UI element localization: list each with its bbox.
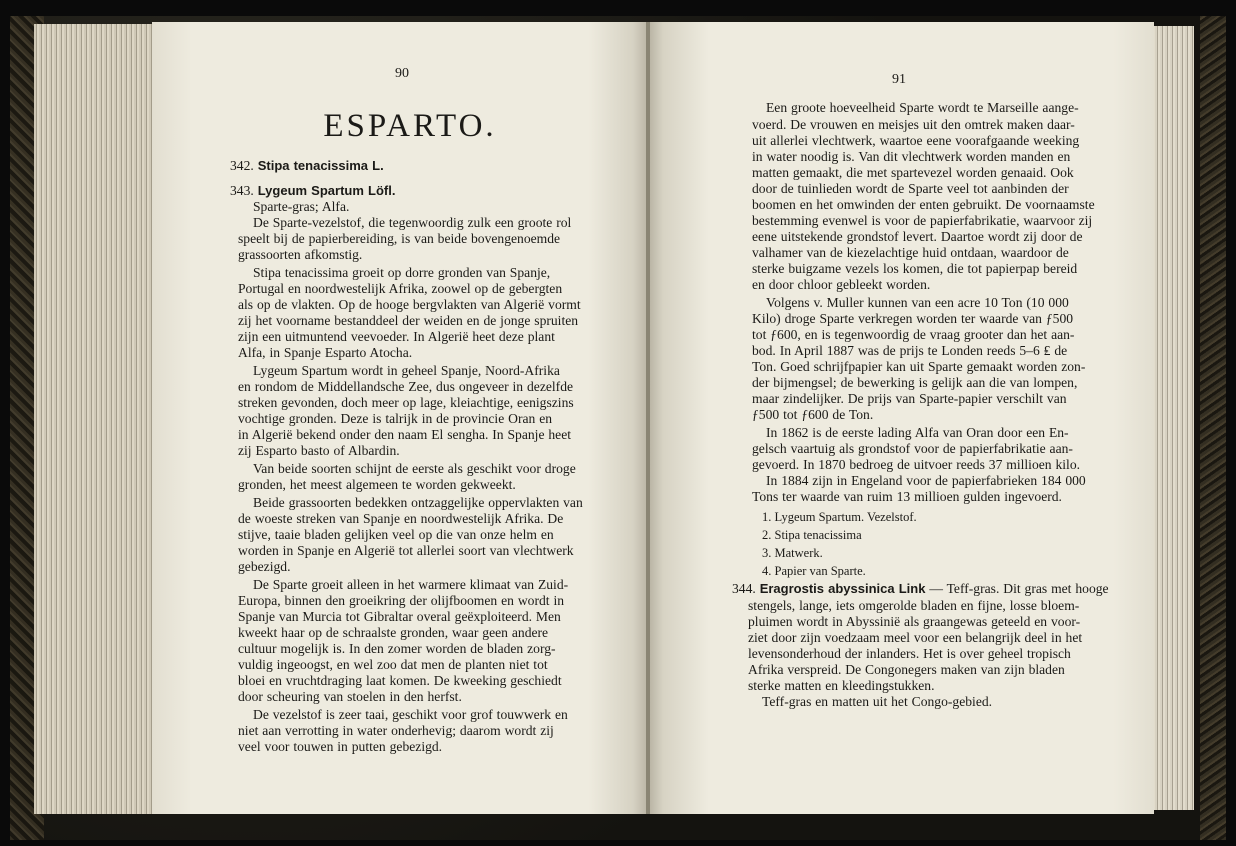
species-name: Eragrostis abyssinica Link <box>759 581 926 596</box>
list-item: 1. Lygeum Spartum. Vezelstof. <box>762 510 917 524</box>
text-line: Spanje van Murcia tot Gibraltar overal geëxploiteerd. Men <box>238 609 561 624</box>
text-line: De vezelstof is zeer taai, geschikt voor grof touwwerk en <box>253 707 568 722</box>
page-number-left: 90 <box>395 66 409 81</box>
text-line: grassoorten afkomstig. <box>238 247 363 262</box>
text-line: streken gevonden, doch meer op lage, kleiachtige, eenigszins <box>238 395 574 410</box>
text-line: Van beide soorten schijnt de eerste als geschikt voor droge <box>253 461 576 476</box>
entry-number: 343. <box>230 183 254 198</box>
text-line: De Sparte groeit alleen in het warmere klimaat van Zuid- <box>253 577 569 592</box>
text-line: in Algerië bekend onder den naam El sengha. In Spanje heet <box>238 427 572 442</box>
text-line: gevoerd. In 1870 bedroeg de uitvoer reeds 37 millioen kilo. <box>752 457 1081 472</box>
entry-number: 344. <box>732 581 756 596</box>
text-line: zij het voorname bestanddeel der weiden en de jonge spruiten <box>238 313 579 328</box>
text-line: der bijmengsel; de bewerking is gelijk aan die van lompen, <box>752 375 1078 390</box>
species-name: Stipa tenacissima L. <box>257 158 384 173</box>
text-line: zijn een uitmuntend veevoeder. In Algerië heet deze plant <box>238 329 555 344</box>
text-line: veel voor touwen in putten gebezigd. <box>238 739 443 754</box>
text-line: Alfa, in Spanje Esparto Atocha. <box>238 345 413 360</box>
text-line: Kilo) droge Sparte verkregen worden ter waarde van ƒ500 <box>752 311 1074 326</box>
text-line: maar zindelijker. De prijs van Sparte-papier verschilt van <box>752 391 1067 406</box>
text-line: worden in Spanje en Algerië tot allerlei soort van vlechtwerk <box>238 543 574 558</box>
text-line: Portugal en noordwestelijk Afrika, zoowel op de gebergten <box>238 281 563 296</box>
text-line: boomen en het omwinden der enten gebruikt. De voornaamste <box>752 197 1095 212</box>
text-line: speelt bij de papierbereiding, is van beide bovengenoemde <box>238 231 561 246</box>
text-line: door de tuinlieden wordt de Sparte veel tot aanbinden der <box>752 181 1069 196</box>
text-line: Ton. Goed schrijfpapier kan uit Sparte gemaakt worden zon- <box>752 359 1086 374</box>
text-line: tot ƒ600, en is tegenwoordig de vraag grooter dan het aan- <box>752 327 1075 342</box>
list-item: 2. Stipa tenacissima <box>762 528 862 542</box>
text-line: kweekt haar op de schraalste gronden, waar geen andere <box>238 625 549 640</box>
text-line: In 1884 zijn in Engeland voor de papierfabrieken 184 000 <box>766 473 1086 488</box>
text-line: in water noodig is. Van dit vlechtwerk worden manden en <box>752 149 1071 164</box>
entry-342 <box>230 157 384 174</box>
text-line: vuldig ingeoogst, en wel zoo dat men de planten niet tot <box>238 657 548 672</box>
text-line: gronden, het meest algemeen te worden gekweekt. <box>238 477 516 492</box>
text-line: niet aan verrotting in water onderhevig; daarom wordt zij <box>238 723 554 738</box>
marbled-cover-right <box>1200 16 1226 840</box>
text-line: stijve, taaie bladen gelijken veel op die van onze helm en <box>238 527 554 542</box>
text-line: de woeste streken van Spanje en noordwestelijk Afrika. De <box>238 511 564 526</box>
page-edges-left <box>34 24 158 814</box>
text-line: Europa, binnen den groeikring der olijfboomen en wordt in <box>238 593 565 608</box>
book-gutter <box>646 22 650 814</box>
entry-343 <box>230 182 395 199</box>
text-line: Lygeum Spartum wordt in geheel Spanje, Noord-Afrika <box>253 363 560 378</box>
list-item: 4. Papier van Sparte. <box>762 564 866 578</box>
entry-344 <box>732 580 1109 597</box>
page-number-right: 91 <box>892 72 906 87</box>
text-line: bod. In April 1887 was de prijs te Londen reeds 5–6 ₤ de <box>752 343 1068 358</box>
text-line: gelsch vaartuig als grondstof voor de papierfabrikatie aan- <box>752 441 1073 456</box>
text-line: eene uitstekende grondstof levert. Daartoe wordt zij door de <box>752 229 1083 244</box>
text-line: cultuur mogelijk is. In den zomer worden de bladen zorg- <box>238 641 556 656</box>
text-line: als op de vlakten. Op de hooge bergvlakten van Algerië vormt <box>238 297 581 312</box>
text-line: levensonderhoud der inlanders. Het is over geheel tropisch <box>748 646 1071 661</box>
text-line: Beide grassoorten bedekken ontzaggelijke oppervlakten van <box>253 495 583 510</box>
text-line: ziet door zijn voedzaam meel voor een belangrijk deel in het <box>748 630 1083 645</box>
text-line: gebezigd. <box>238 559 291 574</box>
text-line: Sparte-gras; Alfa. <box>253 199 350 214</box>
text-line: voerd. De vrouwen en meisjes uit den omtrek maken daar- <box>752 117 1075 132</box>
page-edges-right <box>1150 26 1194 810</box>
text-line: Stipa tenacissima groeit op dorre gronden van Spanje, <box>253 265 551 280</box>
list-item: 3. Matwerk. <box>762 546 823 560</box>
text-line: pluimen wordt in Abyssinië als graangewas geteeld en voor- <box>748 614 1081 629</box>
text-line: en door chloor gebleekt worden. <box>752 277 931 292</box>
text-line: Teff-gras en matten uit het Congo-gebied. <box>762 694 993 709</box>
text-line: matten gemaakt, die met spartevezel worden genaaid. Ook <box>752 165 1074 180</box>
entry-text: — Teff-gras. Dit gras met hooge <box>925 581 1109 596</box>
text-line: stengels, lange, iets omgerolde bladen en fijne, losse bloem- <box>748 598 1080 613</box>
text-line: valhamer van de kiezelachtige huid ontdaan, waardoor de <box>752 245 1069 260</box>
text-line: sterke matten en kleedingstukken. <box>748 678 935 693</box>
entry-number: 342. <box>230 158 254 173</box>
species-name: Lygeum Spartum Löfl. <box>257 183 396 198</box>
text-line: door scheuring van stoelen in den herfst. <box>238 689 462 704</box>
text-line: In 1862 is de eerste lading Alfa van Oran door een En- <box>766 425 1069 440</box>
text-line: Tons ter waarde van ruim 13 millioen gulden ingevoerd. <box>752 489 1062 504</box>
text-line: Afrika verspreid. De Congonegers maken van zijn bladen <box>748 662 1065 677</box>
text-line: en rondom de Middellandsche Zee, dus ongeveer in dezelfde <box>238 379 574 394</box>
text-line: bestemming evenwel is voor de papierfabrikatie, waarvoor zij <box>752 213 1093 228</box>
text-line: De Sparte-vezelstof, die tegenwoordig zulk een groote rol <box>253 215 572 230</box>
text-line: Volgens v. Muller kunnen van een acre 10 Ton (10 000 <box>766 295 1069 310</box>
text-line: zij Esparto basto of Albardin. <box>238 443 400 458</box>
text-line: Een groote hoeveelheid Sparte wordt te Marseille aange- <box>766 100 1079 115</box>
text-line: sterke buigzame vezels los komen, die tot papierpap bereid <box>752 261 1078 276</box>
text-line: uit allerlei vlechtwerk, waartoe eene voorafgaande weeking <box>752 133 1080 148</box>
text-line: bloei en vruchtdraging laat komen. De kweeking geschiedt <box>238 673 562 688</box>
text-line: vochtige gronden. Deze is talrijk in de provincie Oran en <box>238 411 553 426</box>
text-line: ƒ500 tot ƒ600 de Ton. <box>752 407 874 422</box>
page-heading: ESPARTO. <box>323 108 497 144</box>
